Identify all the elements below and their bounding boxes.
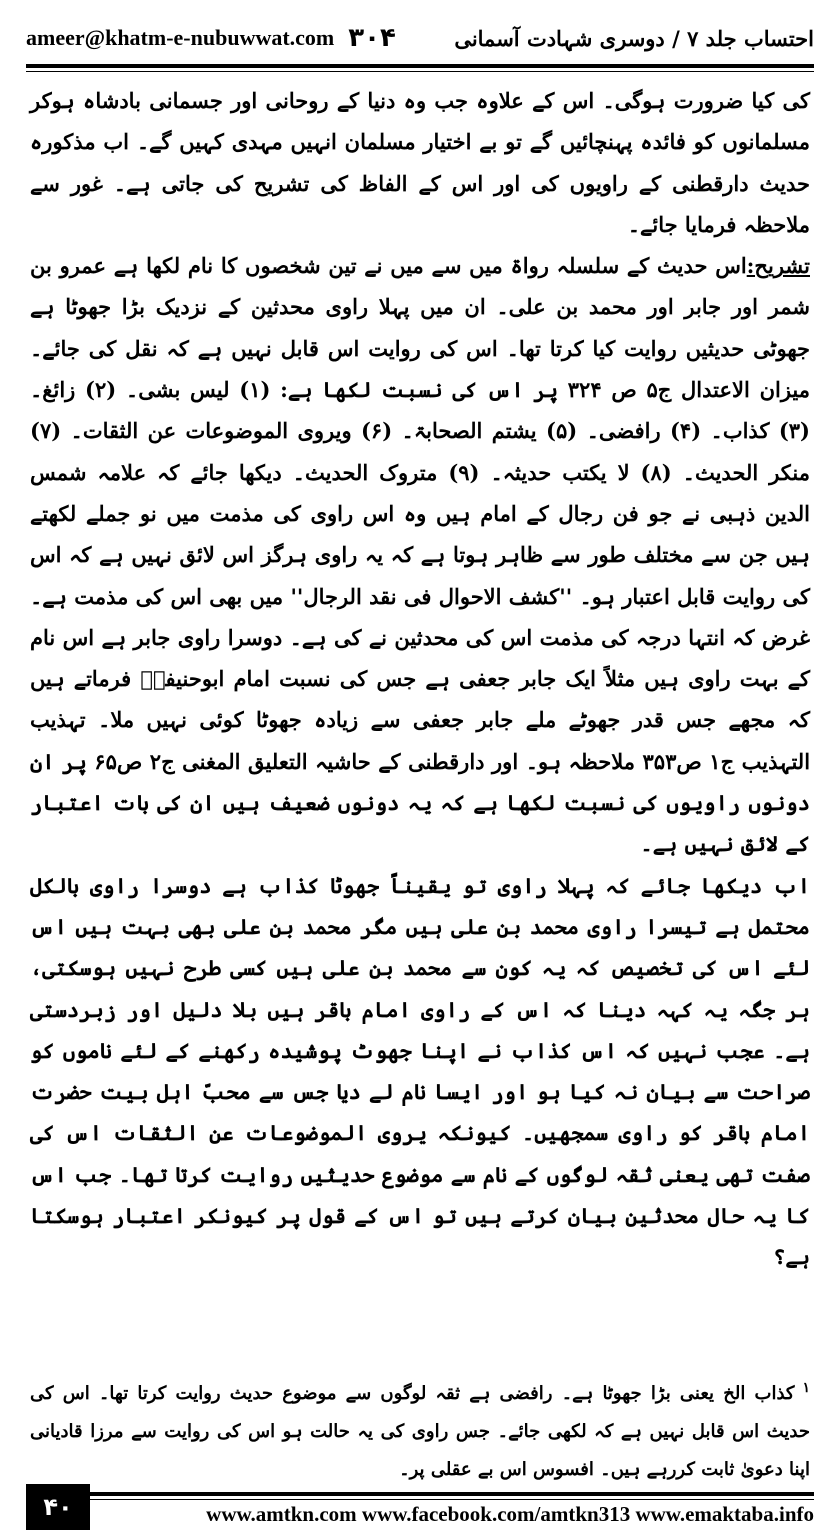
paragraph-2-text: اس حدیث کے سلسلہ رواۃ میں سے میں نے تین شخصوں کا نام لکھا ہے عمرو بن شمر اور جابر اور محمد بن علی۔ ان میں پہلا راوی محدثین کے نزدیک بڑا جھوٹا ہے جھوٹی حدیثیں روایت کیا کرتا تھا۔ اس کی روایت اس قابل نہیں ہے کہ نقل کی جائے۔ میزان الاعتدال ج۵ ص ۳۲۴ پر اس کی نسبت لکھا ہے: (۱) لیس بشی۔ (۲) زائغ۔ (۳) کذاب۔ (۴) رافضی۔ (۵) یشتم الصحابۃ۔ (۶) ویروی الموضوعات عن الثقات۔ (۷) منکر الحدیث۔ (۸) لا یکتب حدیثہ۔ (۹) متروک الحدیث۔ دیکھا جائے کہ علامہ شمس الدین ذہبی نے جو فن رجال کے امام ہیں وہ اس راوی کی مذمت میں نو جملے لکھتے ہیں جن سے مختلف طور سے ظاہر ہوتا ہے کہ یہ راوی ہرگز اس لائق نہیں ہے کہ اس کی روایت قابل اعتبار ہو۔ ''کشف الاحوال فی نقد الرجال'' میں بھی اس کی مذمت ہے۔ غرض کہ انتہا درجہ کی مذمت اس کی محدثین نے کی ہے۔ دوسرا راوی جابر ہے اس نام کے بہت راوی ہیں مثلاً ایک جابر جعفی ہے جس کی نسبت امام ابوحنیفہؒ فرماتے ہیں کہ مجھے جس قدر جھوٹے ملے جابر جعفی سے زیادہ جھوٹا کوئی نہیں ملا۔ تہذیب التہذیب ج۱ ص۳۵۳ ملاحظہ ہو۔ اور دارقطنی کے حاشیہ التعلیق المغنی ج۲ ص۶۵ پر ان دونوں راویوں کی نسبت لکھا ہے کہ یہ دونوں ضعیف ہیں ان کی بات اعتبار کے لائق نہیں ہے۔ (29, 253, 811, 857)
page-number: ۳۰۴ (348, 23, 396, 53)
footnote-marker: ۱ (802, 1380, 810, 1396)
footer-links[interactable]: www.amtkn.com www.facebook.com/amtkn313 www.emaktaba.info (206, 1502, 814, 1526)
tashreeh-label: تشریح: (746, 253, 810, 279)
footer-rule (26, 1492, 814, 1496)
header-email: ameer@khatm-e-nubuwwat.com (26, 25, 335, 50)
page-footer (26, 1484, 814, 1530)
paragraph-2 (30, 245, 810, 864)
header-rule-thin (26, 71, 814, 72)
paragraph-1: کی کیا ضرورت ہوگی۔ اس کے علاوہ جب وہ دنیا کے روحانی اور جسمانی بادشاہ ہوکر مسلمانوں کو فائدہ پہنچائیں گے تو بے اختیار مسلمان انہیں مہدی کہیں گے۔ اب مذکورہ حدیث دارقطنی کے راویوں کی اور اس کے الفاظ کی تشریح کی جاتی ہے۔ غور سے ملاحظہ فرمایا جائے۔ (30, 88, 810, 237)
paragraph-3: اب دیکھا جائے کہ پہلا راوی تو یقیناً جھوٹا کذاب ہے دوسرا راوی بالکل محتمل ہے تیسرا راوی محمد بن علی ہیں مگر محمد بن علی بھی بہت ہیں اس لئے اس کی تخصیص کہ یہ کون سے محمد بن علی ہیں کسی طرح نہیں ہوسکتی، ہر جگہ یہ کہہ دینا کہ اس کے راوی امام باقر ہیں بلا دلیل اور زبردستی ہے۔ عجب نہیں کہ اس کذاب نے اپنا جھوٹ پوشیدہ رکھنے کے لئے ناموں کو صراحت سے بیان نہ کیا ہو اور ایسا نام لے دیا جس سے محبّ اہل بیت حضرت امام باقر کو راوی سمجھیں۔ کیونکہ یروی الموضوعات عن الثقات اس کی صفت تھی یعنی ثقہ لوگوں کے نام سے موضوع حدیثیں روایت کرتا تھا۔ جب اس کا یہ حال محدثین بیان کرتے ہیں تو اس کے قول پر کیونکر اعتبار ہوسکتا ہے؟ (30, 872, 810, 1270)
main-text (30, 80, 810, 1278)
header-left (26, 23, 396, 53)
footer-rule-thin (26, 1499, 814, 1500)
footnote-text: کذاب الخ یعنی بڑا جھوٹا ہے۔ رافضی ہے ثقہ لوگوں سے موضوع حدیث روایت کرتا تھا۔ اس کی حدیث اس قابل نہیں ہے کہ لکھی جائے۔ جس راوی کی یہ حالت ہو اس کی روایت سے مرزا قادیانی اپنا دعویٰ ثابت کررہے ہیں۔ افسوس اس بے عقلی پر۔ (30, 1383, 810, 1480)
footer-page-badge: ۴۰ (26, 1484, 90, 1530)
book-title: احتساب جلد ۷ / دوسری شہادت آسمانی (454, 25, 814, 51)
header-rule (26, 64, 814, 68)
footnote (30, 1369, 810, 1489)
page-header (26, 14, 814, 62)
